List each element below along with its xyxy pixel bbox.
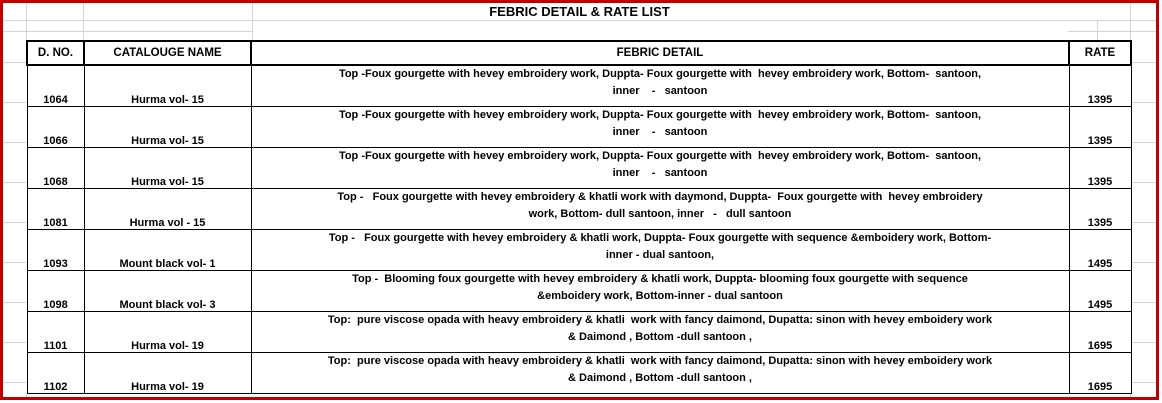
cell-catalogue-name[interactable]: Hurma vol- 19: [84, 353, 251, 394]
cell-catalogue-name[interactable]: Mount black vol- 1: [84, 230, 251, 271]
detail-line-2: & Daimond , Bottom -dull santoon ,: [568, 331, 752, 343]
header-catalogue-name[interactable]: CATALOUGE NAME: [84, 41, 251, 65]
cell-catalogue-name[interactable]: Hurma vol- 15: [84, 107, 251, 148]
cell-rate[interactable]: 1395: [1069, 65, 1131, 107]
detail-line-2: inner - dual santoon,: [605, 249, 715, 261]
detail-line-1: Top -Foux gourgette with hevey embroidery work, Duppta- Foux gourgette with hevey embroidery work, Bottom- santoon,: [338, 109, 982, 121]
cell-febric-detail[interactable]: [251, 107, 1069, 148]
table-row: [27, 271, 1131, 312]
page-title[interactable]: FEBRIC DETAIL & RATE LIST: [489, 4, 670, 19]
detail-line-2: inner - santoon: [612, 167, 708, 179]
detail-line-1: Top -Foux gourgette with hevey embroidery work, Duppta- Foux gourgette with hevey embroidery work, Bottom- santoon,: [338, 68, 982, 80]
header-febric-detail[interactable]: FEBRIC DETAIL: [251, 41, 1069, 65]
cell-rate[interactable]: 1495: [1069, 271, 1131, 312]
detail-line-1: Top: pure viscose opada with heavy embroidery & khatli work with fancy daimond, Dupatta: sinon with hevey emboidery work: [327, 355, 993, 367]
cell-rate[interactable]: 1695: [1069, 353, 1131, 394]
cell-catalogue-name[interactable]: Hurma vol- 15: [84, 148, 251, 189]
cell-d-no[interactable]: 1066: [27, 107, 84, 148]
cell-catalogue-name[interactable]: Hurma vol - 15: [84, 189, 251, 230]
table-row: [27, 353, 1131, 394]
gridline: [3, 20, 1156, 21]
detail-line-1: Top: pure viscose opada with heavy embroidery & khatli work with fancy daimond, Dupatta: sinon with hevey emboidery work: [327, 314, 993, 326]
cell-febric-detail[interactable]: [251, 189, 1069, 230]
cell-febric-detail[interactable]: [251, 271, 1069, 312]
cell-d-no[interactable]: 1064: [27, 65, 84, 107]
cell-rate[interactable]: 1395: [1069, 189, 1131, 230]
cell-d-no[interactable]: 1068: [27, 148, 84, 189]
cell-febric-detail[interactable]: [251, 65, 1069, 107]
table-row: [27, 312, 1131, 353]
table-row: [27, 230, 1131, 271]
cell-febric-detail[interactable]: [251, 230, 1069, 271]
table-row: [27, 148, 1131, 189]
gridline: [1068, 31, 1156, 32]
detail-line-2: &emboidery work, Bottom-inner - dual santoon: [537, 290, 783, 302]
cell-catalogue-name[interactable]: Hurma vol- 19: [84, 312, 251, 353]
cell-rate[interactable]: 1395: [1069, 148, 1131, 189]
cell-febric-detail[interactable]: [251, 312, 1069, 353]
detail-line-1: Top - Foux gourgette with hevey embroidery & khatli work with daymond, Duppta- Foux gourgette with hevey embroidery: [337, 191, 983, 203]
cell-febric-detail[interactable]: [251, 148, 1069, 189]
table-row: [27, 189, 1131, 230]
cell-febric-detail[interactable]: [251, 353, 1069, 394]
detail-line-2: work, Bottom- dull santoon, inner - dull santoon: [528, 208, 792, 220]
cell-rate[interactable]: 1495: [1069, 230, 1131, 271]
detail-line-2: inner - santoon: [612, 85, 708, 97]
cell-catalogue-name[interactable]: Hurma vol- 15: [84, 65, 251, 107]
cell-d-no[interactable]: 1102: [27, 353, 84, 394]
cell-d-no[interactable]: 1098: [27, 271, 84, 312]
cell-d-no[interactable]: 1101: [27, 312, 84, 353]
cell-rate[interactable]: 1395: [1069, 107, 1131, 148]
detail-line-1: Top - Blooming foux gourgette with hevey embroidery & khatli work, Duppta- blooming foux gourgette with sequence: [352, 273, 968, 285]
cell-catalogue-name[interactable]: Mount black vol- 3: [84, 271, 251, 312]
gridline: [3, 31, 252, 32]
cell-d-no[interactable]: 1093: [27, 230, 84, 271]
table-row: [27, 107, 1131, 148]
rate-table: [26, 40, 1132, 394]
header-rate[interactable]: RATE: [1069, 41, 1131, 65]
header-row: [27, 41, 1131, 65]
detail-line-2: & Daimond , Bottom -dull santoon ,: [568, 372, 752, 384]
gridline: [1097, 20, 1098, 40]
cell-d-no[interactable]: 1081: [27, 189, 84, 230]
detail-line-1: Top - Foux gourgette with hevey embroidery & khatli work, Duppta- Foux gourgette with sequence &emboidery work, Bottom-: [328, 232, 992, 244]
detail-line-1: Top -Foux gourgette with hevey embroidery work, Duppta- Foux gourgette with hevey embroidery work, Bottom- santoon,: [338, 150, 982, 162]
table-row: [27, 65, 1131, 107]
detail-line-2: inner - santoon: [612, 126, 708, 138]
cell-rate[interactable]: 1695: [1069, 312, 1131, 353]
header-d-no[interactable]: D. NO.: [27, 41, 84, 65]
